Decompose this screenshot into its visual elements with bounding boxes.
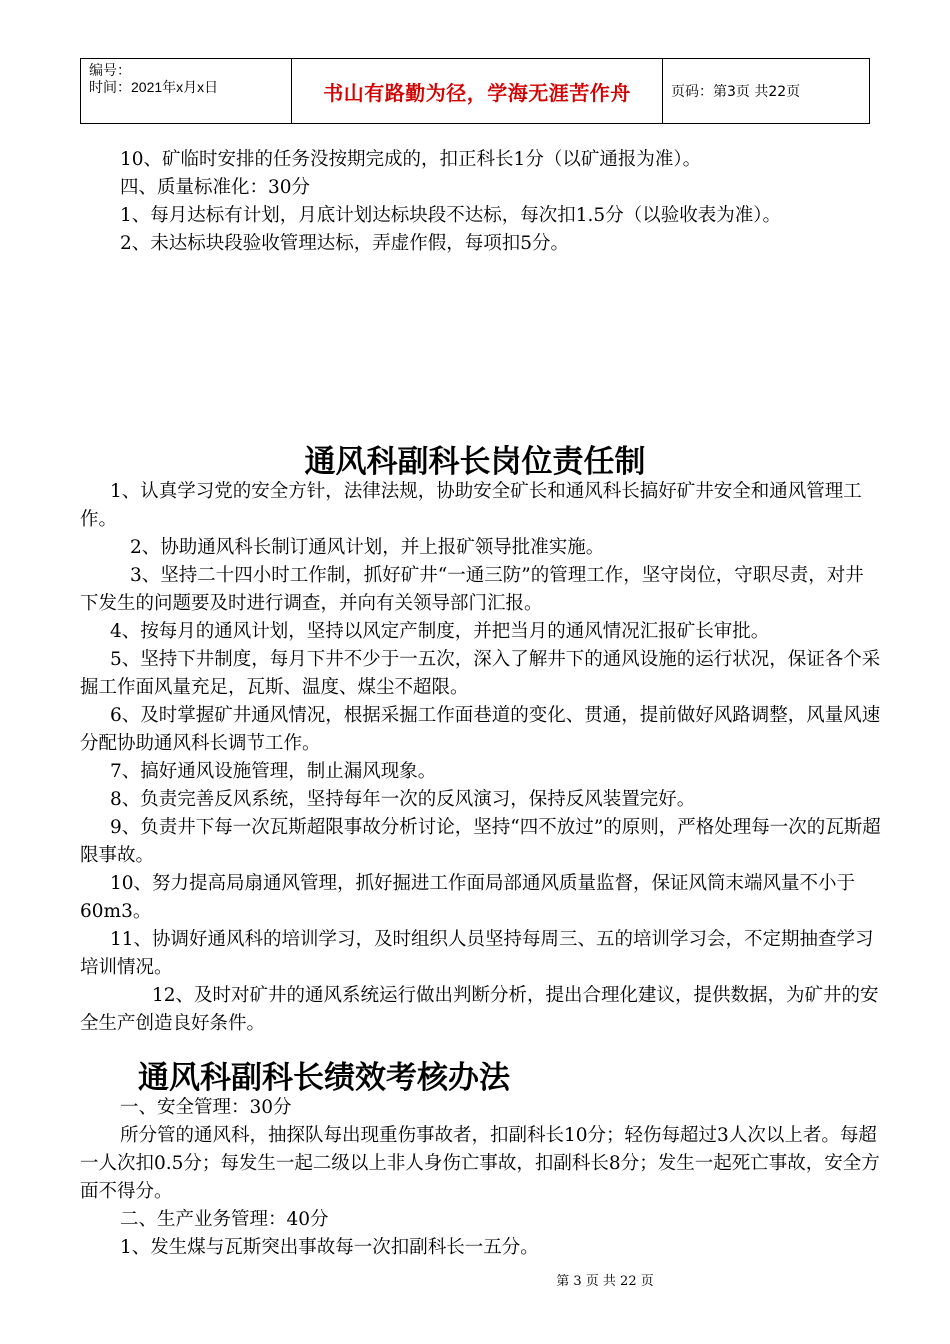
- title-responsibility: 通风科副科长岗位责任制: [304, 444, 646, 480]
- paragraph: 二、生产业务管理：40分: [120, 1209, 329, 1230]
- duty-item: 2、协助通风科长制订通风计划，并上报矿领导批准实施。: [130, 537, 605, 558]
- section-quality-standard: [80, 146, 882, 258]
- paragraph: 2、未达标块段验收管理达标，弄虚作假，每项扣5分。: [120, 233, 570, 254]
- paragraph: 所分管的通风科，抽探队每出现重伤事故者，扣副科长10分；轻伤每超过3人次以上者。每超一人次扣0.5分；每发生一起二级以上非人身伤亡事故，扣副科长8分；发生一起死亡事故，安全方面不得分。: [80, 1125, 880, 1202]
- duty-item: 9、负责井下每一次瓦斯超限事故分析讨论，坚持“四不放过”的原则，严格处理每一次的瓦斯超限事故。: [80, 817, 881, 866]
- paragraph: 1、发生煤与瓦斯突出事故每一次扣副科长一五分。: [120, 1237, 539, 1258]
- paragraph: 一、安全管理：30分: [120, 1097, 292, 1118]
- header-table: [80, 58, 870, 124]
- title-assessment: 通风科副科长绩效考核办法: [138, 1060, 510, 1096]
- duty-item: 10、努力提高局扇通风管理，抓好掘进工作面局部通风质量监督，保证风筒末端风量不小于60m3。: [80, 873, 856, 922]
- duty-item: 1、认真学习党的安全方针，法律法规，协助安全矿长和通风科长搞好矿井安全和通风管理工作。: [80, 481, 862, 530]
- duties-list: [80, 478, 882, 1038]
- paragraph: 四、质量标准化：30分: [120, 177, 311, 198]
- duty-item: 8、负责完善反风系统，坚持每年一次的反风演习，保持反风装置完好。: [110, 789, 696, 810]
- duty-item: 12、及时对矿井的通风系统运行做出判断分析，提出合理化建议，提供数据，为矿井的安全生产创造良好条件。: [80, 985, 879, 1034]
- paragraph: 10、矿临时安排的任务没按期完成的，扣正科长1分（以矿通报为准）。: [120, 149, 702, 170]
- duty-item: 3、坚持二十四小时工作制，抓好矿井“一通三防”的管理工作，坚守岗位，守职尽责，对井下发生的问题要及时进行调查，并向有关领导部门汇报。: [80, 565, 864, 614]
- duty-item: 6、及时掌握矿井通风情况，根据采掘工作面巷道的变化、贯通，提前做好风路调整，风量风速分配协助通风科长调节工作。: [80, 705, 881, 754]
- document-number-label: 编号：: [89, 62, 131, 78]
- paragraph: 1、每月达标有计划，月底计划达标块段不达标，每次扣1.5分（以验收表为准）。: [120, 205, 781, 226]
- header-motto: 书山有路勤为径，学海无涯苦作舟: [292, 59, 663, 124]
- header-meta-cell: [81, 59, 292, 124]
- assessment-section: [80, 1094, 882, 1262]
- duty-item: 7、搞好通风设施管理，制止漏风现象。: [110, 761, 437, 782]
- duty-item: 11、协调好通风科的培训学习，及时组织人员坚持每周三、五的培训学习会，不定期抽查学习培训情况。: [80, 929, 874, 978]
- document-time-label: 时间：2021年x月x日: [89, 79, 219, 95]
- header-page-label: 页码：第3页 共22页: [663, 59, 870, 124]
- page-footer: 第 3 页 共 22 页: [556, 1274, 654, 1289]
- duty-item: 4、按每月的通风计划，坚持以风定产制度，并把当月的通风情况汇报矿长审批。: [110, 621, 770, 642]
- duty-item: 5、坚持下井制度，每月下井不少于一五次，深入了解井下的通风设施的运行状况，保证各个采掘工作面风量充足，瓦斯、温度、煤尘不超限。: [80, 649, 881, 698]
